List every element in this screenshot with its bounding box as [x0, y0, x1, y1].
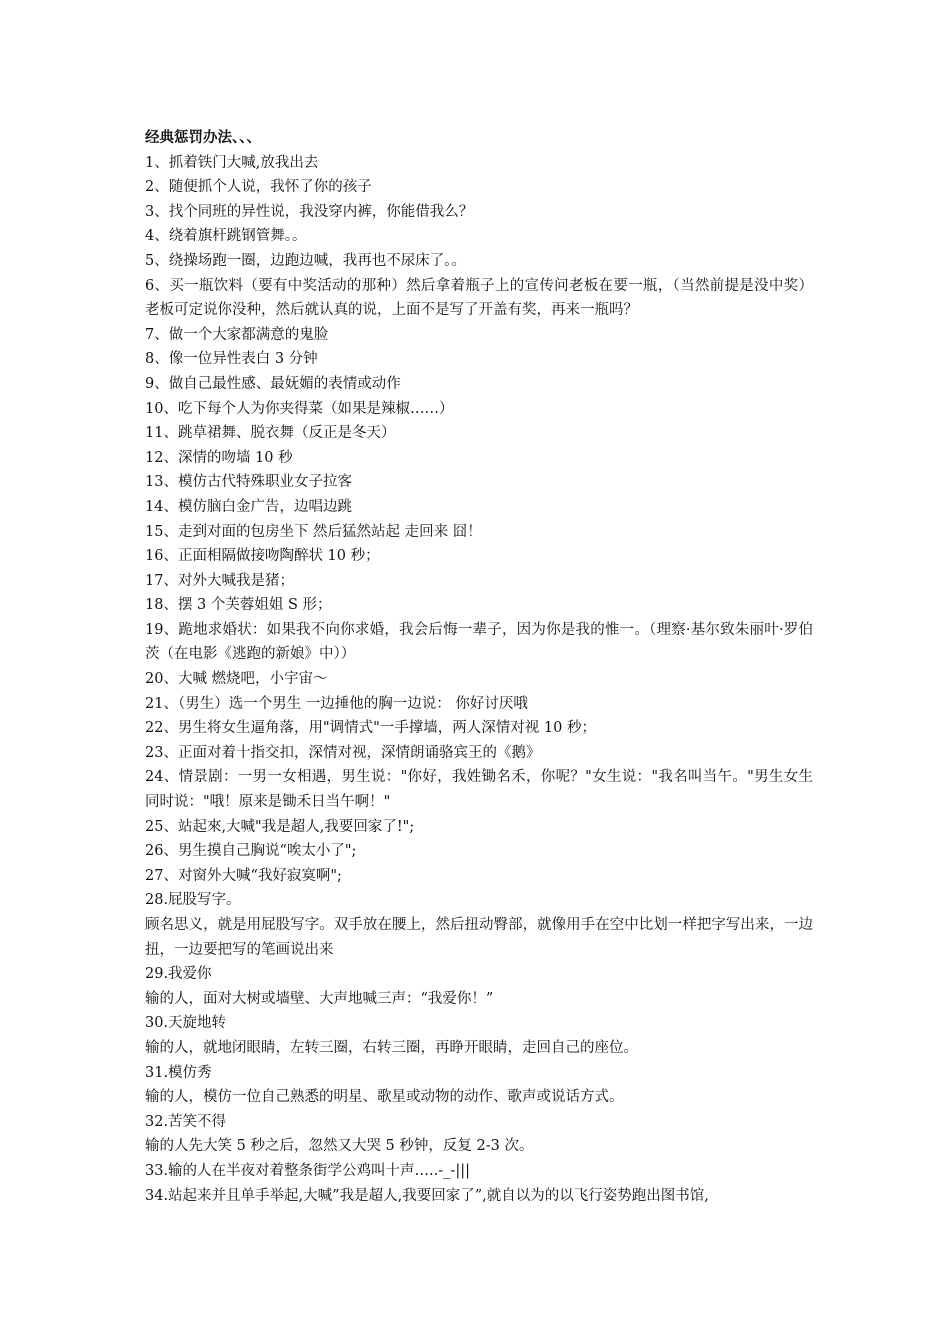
text-line: 28.屁股写字。 [145, 892, 241, 909]
text-line: 34.站起来并且单手举起,大喊”我是超人,我要回家了”,就自以为的以飞行姿势跑出图书馆, [145, 1187, 709, 1204]
text-line: 31.模仿秀 [145, 1064, 212, 1081]
text-line: 输的人先大笑 5 秒之后，忽然又大哭 5 秒钟，反复 2-3 次。 [145, 1138, 534, 1155]
text-line: 8、像一位异性表白 3 分钟 [145, 351, 318, 368]
text-line: 输的人，模仿一位自己熟悉的明星、歌星或动物的动作、歌声或说话方式。 [145, 1089, 624, 1106]
text-line: 4、绕着旗杆跳钢管舞。。 [145, 228, 307, 245]
text-paragraph: 19、跪地求婚状：如果我不向你求婚，我会后悔一辈子，因为你是我的惟一。（理察·基尔致朱丽叶·罗伯茨（在电影《逃跑的新娘》中）） [145, 621, 813, 663]
text-line: 22、男生将女生逼角落，用"调情式"一手撑墙，两人深情对视 10 秒； [145, 720, 596, 737]
text-paragraph: 顾名思义，就是用屁股写字。双手放在腰上，然后扭动臀部，就像用手在空中比划一样把字写出来，一边扭，一边要把写的笔画说出来 [145, 917, 813, 958]
text-line: 输的人，就地闭眼睛，左转三圈，右转三圈，再睁开眼睛，走回自己的座位。 [145, 1039, 638, 1056]
text-line: 11、跳草裙舞、脱衣舞（反正是冬天） [145, 425, 396, 442]
text-line: 17、对外大喊我是猪； [145, 572, 294, 589]
text-line: 10、吃下每个人为你夹得菜（如果是辣椒……） [145, 400, 454, 417]
text-line: 3、找个同班的异性说，我没穿内裤，你能借我么？ [145, 203, 474, 220]
text-line: 27、对窗外大喊“我好寂寞啊"; [145, 867, 342, 884]
document-title: 经典惩罚办法、、、 [145, 129, 261, 146]
text-line: 30.天旋地转 [145, 1015, 227, 1032]
text-line: 23、正面对着十指交扣，深情对视，深情朗诵骆宾王的《鹅》 [145, 744, 541, 761]
text-paragraph: 6、买一瓶饮料（要有中奖活动的那种）然后拿着瓶子上的宣传问老板在要一瓶，（当然前提是没中奖）老板可定说你没种，然后就认真的说，上面不是写了开盖有奖，再来一瓶吗？ [145, 277, 813, 319]
text-line: 29.我爱你 [145, 966, 212, 983]
text-line: 9、做自己最性感、最妩媚的表情或动作 [145, 375, 401, 392]
text-line: 32.苦笑不得 [145, 1113, 227, 1130]
text-line: 33.输的人在半夜对着整条街学公鸡叫十声…..-_-||| [145, 1162, 470, 1179]
text-line: 20、大喊 燃烧吧，小宇宙～ [145, 671, 328, 688]
text-line: 1、抓着铁门大喊,放我出去 [145, 154, 319, 171]
text-line: 26、男生摸自己胸说“唉太小了"; [145, 843, 357, 860]
text-line: 14、模仿脑白金广告，边唱边跳 [145, 498, 352, 515]
text-line: 2、随便抓个人说，我怀了你的孩子 [145, 179, 372, 196]
text-paragraph: 24、情景剧：一男一女相遇，男生说："你好，我姓锄名禾，你呢？"女生说："我名叫当午。"男生女生同时说："哦！原来是锄禾日当午啊！" [145, 769, 813, 811]
text-line: 21、（男生）选一个男生 一边捶他的胸一边说： 你好讨厌哦 [145, 695, 528, 712]
text-line: 16、正面相隔做接吻陶醉状 10 秒； [145, 548, 380, 565]
text-line: 18、摆 3 个芙蓉姐姐 S 形； [145, 597, 332, 614]
text-line: 7、做一个大家都满意的鬼脸 [145, 326, 329, 343]
text-line: 15、走到对面的包房坐下 然后猛然站起 走回来 囧！ [145, 523, 482, 540]
text-line: 5、绕操场跑一圈，边跑边喊，我再也不尿床了。。 [145, 252, 466, 269]
text-line: 13、模仿古代特殊职业女子拉客 [145, 474, 352, 491]
text-line: 输的人，面对大树或墙壁、大声地喊三声：“我爱你！” [145, 990, 494, 1007]
text-line: 12、深情的吻墙 10 秒 [145, 449, 293, 466]
document-body [145, 126, 813, 1208]
text-line: 25、站起來,大喊"我是超人,我要回家了!"; [145, 818, 415, 835]
